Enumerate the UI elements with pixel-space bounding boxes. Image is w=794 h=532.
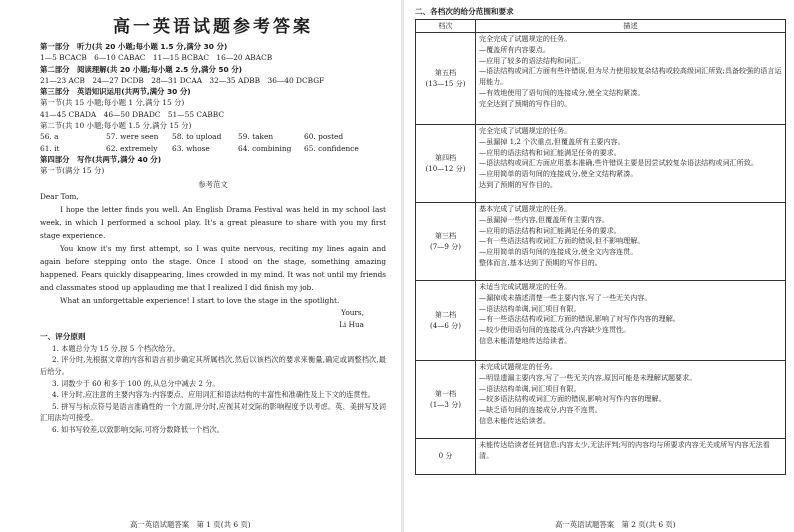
description-line: —有效地使用了语句间的连接成分,使全文结构紧凑。: [479, 87, 645, 97]
part3-heading: 第三部分 英语知识运用(共两节,满分 30 分): [40, 87, 191, 97]
level-score-range: (10—12 分): [425, 163, 466, 173]
part2-heading: 第二部分 阅读理解(共 20 小题;每小题 2.5 分,满分 50 分): [40, 64, 243, 74]
level-name: 第四档: [434, 152, 457, 162]
letter-paragraph-3: What an unforgettable experience! I start to love the stage in the spotlight.: [60, 295, 340, 305]
table-row: [416, 203, 786, 281]
part4-heading: 第四部分 写作(共两节,满分 40 分): [40, 154, 162, 164]
description-line: —缺乏语句间的连接成分,内容不连贯。: [479, 405, 602, 415]
description-line: 完全完成了试题规定的任务。: [479, 34, 572, 43]
level-score-range: (7—9 分): [429, 241, 461, 251]
letter-paragraph-1: I hope the letter finds you well. An English Drama Festival was held in my school last week, in which I performed a school play. It's a great pleasure to share with you my first stage experience.: [40, 204, 386, 240]
level-cell: [416, 33, 476, 125]
table-row: [416, 361, 786, 439]
level-cell: [416, 125, 476, 203]
answer-item: 65. confidence: [304, 143, 359, 153]
page-footer: 高一英语试题答案 第 1 页(共 6 页): [130, 520, 251, 529]
description-line: —虽漏掉 1,2 个次重点,但覆盖所有主要内容。: [479, 136, 625, 146]
part1-answers: 1—5 BCACB 6—10 CABAC 11—15 BCBAC 16—20 ABACB: [40, 53, 273, 63]
table-header-row: [416, 20, 786, 33]
description-line: —虽漏掉一些内容,但覆盖所有主要内容。: [479, 214, 609, 224]
description-line: —应用的语法结构和词汇能满足任务的要求。: [479, 147, 621, 157]
level-column-header: 档次: [416, 20, 476, 33]
description-line: 完全完成了试题规定的任务。: [479, 126, 572, 135]
answer-item: 63. whose: [172, 143, 210, 153]
level-cell: [416, 203, 476, 281]
level-name: 0 分: [438, 451, 453, 461]
description-line: —较多语法结构或词汇方面的错误,影响对写作内容的理解。: [479, 394, 666, 404]
letter-closing: Yours,: [341, 307, 364, 317]
description-line: 未完成试题规定的任务。: [479, 362, 558, 371]
part3-section2-row1: [40, 131, 386, 142]
part3-section2-heading: 第二节(共 10 小题;每小题 1.5 分,满分 15 分): [40, 121, 192, 131]
description-line: 未能传达给读者任何信息:内容太少,无法评判;写的内容均与所要求内容无关或所写内容无法看清。: [479, 440, 770, 460]
level-name: 第一档: [434, 388, 457, 398]
description-cell: [476, 281, 786, 361]
description-column-header: 描述: [476, 20, 786, 33]
level-name: 第二档: [434, 309, 457, 319]
answer-item: 59. taken: [238, 132, 274, 142]
description-line: —语法结构或词汇方面应用基本准确,些许错误主要是因尝试较复杂语法结构或词汇所致。: [479, 158, 758, 168]
answer-item: 56. a: [40, 132, 59, 142]
description-line: —明显遗漏主要内容,写了一些无关内容,原因可能是未理解试题要求。: [479, 372, 697, 382]
scoring-rule: 2. 评分时,先根据文章的内容和语言初步确定其所属档次,然后以该档次的要求来衡量,确定或调整档次,最后给分。: [40, 355, 386, 377]
sample-essay-title: 参考范文: [198, 179, 228, 189]
scoring-principles-heading: 一、评分原则: [40, 331, 86, 341]
description-cell: [476, 125, 786, 203]
scoring-rule: 1. 本题总分为 15 分,按 5 个档次给分。: [52, 343, 180, 353]
answer-item: 64. combining: [238, 143, 292, 153]
level-score-range: (1—3 分): [429, 399, 461, 409]
table-row: [416, 33, 786, 125]
answer-item: 62. extremely: [106, 143, 158, 153]
description-line: —应用简单的语句间的连接成分,使全文内容连贯。: [479, 247, 638, 257]
level-name: 第三档: [434, 230, 457, 240]
page-footer: 高一英语试题答案 第 2 页(共 6 页): [555, 520, 676, 529]
grading-table: [415, 19, 786, 475]
grading-levels-heading: 二、各档次的给分范围和要求: [415, 7, 514, 16]
description-line: —有一些语法结构或词汇方面的错误,但不影响理解。: [479, 236, 645, 246]
description-cell: [476, 203, 786, 281]
description-line: 基本完成了试题规定的任务。: [479, 204, 572, 213]
description-line: —覆盖所有内容要点。: [479, 44, 550, 54]
description-cell: [476, 33, 786, 125]
scoring-rule: 6. 如书写较差,以致影响交际,可将分数降低一个档次。: [52, 425, 224, 435]
description-line: —语法结构单调,词汇项目有限。: [479, 383, 581, 393]
description-line: 信息未能传达给读者。: [479, 415, 550, 425]
description-line: —漏掉或未描述清楚一些主要内容,写了一些无关内容。: [479, 292, 652, 302]
letter-signature: Li Hua: [339, 319, 364, 329]
level-score-range: (4—6 分): [429, 320, 461, 330]
description-line: —应用简单的语句间的连接成分,使全文结构紧凑。: [479, 169, 638, 179]
table-row: [416, 125, 786, 203]
page-gutter: [401, 0, 404, 532]
description-cell: [476, 361, 786, 439]
description-line: —语法结构或词汇方面有些许错误,但为尽力使用较复杂结构或较高级词汇所致;具备较强的语言运用能力。: [479, 66, 782, 87]
level-cell: [416, 361, 476, 439]
level-cell: [416, 439, 476, 475]
level-name: 第五档: [434, 67, 457, 77]
answer-page-2: [405, 0, 794, 532]
part2-answers: 21—23 ACB 24—27 DCDB 28—31 DCAA 32—35 ADBB 36—40 DCBGF: [40, 75, 325, 85]
part1-heading: 第一部分 听力(共 20 小题;每小题 1.5 分,满分 30 分): [40, 42, 228, 51]
description-line: —较少使用语句间的连接成分,内容缺少连贯性。: [479, 325, 631, 335]
letter-paragraph-2: You know it's my first attempt, so I was quite nervous, reciting my lines again and again before stepping onto the stage. Once I stood on the stage, something amazing happened. Fears quickly disappearing, lines crowded in my mind. It was not until my friends and classmates stood up applauding me that I realized I did finish my job.: [40, 243, 386, 292]
description-line: —应用了较多的语法结构和词汇。: [479, 55, 586, 65]
table-row: [416, 439, 786, 475]
part3-section1-heading: 第一节(共 15 小题;每小题 1 分,满分 15 分): [40, 98, 185, 108]
letter-salutation: Dear Tom,: [40, 191, 79, 201]
answer-item: 60. posted: [304, 132, 344, 142]
description-line: 信息未能清楚地传达给读者。: [479, 335, 572, 345]
description-line: 整体而言,基本达到了预期的写作目的。: [479, 257, 602, 267]
description-line: 未适当完成试题规定的任务。: [479, 282, 572, 291]
description-line: 达到了预期的写作目的。: [479, 179, 558, 189]
answer-item: 58. to upload: [172, 132, 222, 142]
level-cell: [416, 281, 476, 361]
scoring-rule: 5. 拼写与标点符号是语言准确性的一个方面,评分时,应视其对交际的影响程度予以考虑。英、美拼写及词汇用法均可接受。: [40, 401, 386, 423]
part3-section1-answers: 41—45 CBADA 46—50 DBADC 51—55 CABBC: [40, 109, 225, 119]
scoring-rule: 4. 评分时,应注意的主要内容为:内容要点、应用词汇和语法结构的丰富性和准确性及上下文的连贯性。: [52, 390, 375, 400]
description-line: —有一些语法结构或词汇方面的错误,影响了对写作内容的理解。: [479, 314, 680, 324]
level-score-range: (13—15 分): [425, 78, 466, 88]
description-line: 完全达到了预期的写作目的。: [479, 98, 572, 108]
answer-item: 57. were seen: [106, 132, 159, 142]
part4-section1-heading: 第一节(满分 15 分): [40, 166, 105, 176]
answer-item: 61. it: [40, 143, 60, 153]
description-line: —语法结构单调,词汇项目有限。: [479, 303, 581, 313]
part3-section2-row2: [40, 143, 386, 154]
page-title: 高一英语试题参考答案: [113, 17, 313, 37]
table-row: [416, 281, 786, 361]
description-line: —应用的语法结构和词汇能满足任务的要求。: [479, 225, 621, 235]
scoring-rule: 3. 词数少于 60 和多于 100 的,从总分中减去 2 分。: [52, 378, 220, 388]
description-cell: [476, 439, 786, 475]
